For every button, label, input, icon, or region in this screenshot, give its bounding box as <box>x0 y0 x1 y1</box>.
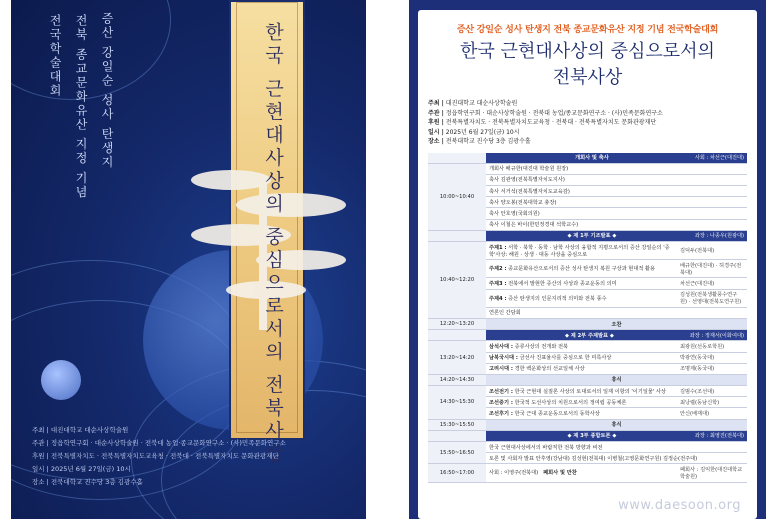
table-row: 주제3 : 전북에서 발현한 증산의 사상과 종교운동의 의미 차선근(대진대) <box>428 278 747 289</box>
table-row: 조선후기 : 한국 근대 종교운동으로서의 동학사상 안신(배재대) <box>428 408 747 419</box>
site-watermark: www.daesoon.org <box>618 498 741 513</box>
table-row: 주제4 : 증산 탄생지의 인문지리적 의미와 전북 풍수 김성원(전북생활풍수연구원) · 선영대(전북도연구원) <box>428 289 747 307</box>
cover-footer-line: 후원 | 전북특별자치도 · 전북특별자치도교육청 · 전북대 · 전북특별자치도 문화관광재단 <box>32 452 279 460</box>
document-title-line-2: 전북사상 <box>552 67 623 88</box>
table-row: 토론 및 사회자 발표 안후영(강남대) 김성현(전북대) 이병철(고영문화연구원) 김정순(전주대) <box>428 453 747 464</box>
table-row: 조선중기 : 한국적 도선사상의 치원으로서의 정여립 공동체론 최낭렬(동남신학) <box>428 397 747 408</box>
program-table <box>428 153 747 483</box>
break-row: 12:20~13:20 오찬 <box>428 318 747 329</box>
closing-row: 16:50~17:00 사회 : 이영주(전북대) 폐회사 및 만찬 폐회사 : 김익한(대진대학교학술원) <box>428 464 747 482</box>
table-row: 10:40~12:20 주제1 : 서학 · 북학 · 동학 · 남학 사상의 융합적 지평으로서의 증산 강일순의 '증학'사상: 해원 · 상생 · 대동 사상을 중심으로 김덕두(전북대) <box>428 242 747 260</box>
table-row: 10:00~10:40 개회사 배규한(대진대 학술원 원장) <box>428 163 747 174</box>
section-header: ◆ 제 1부 기조발표 ◆ 좌장 : 나종우(원광대) <box>428 230 747 241</box>
cover-subtitle-1: 증산 강일순 성사 탄생지 <box>100 12 114 170</box>
cover-subtitle-2: 전북 종교문화유산 지정 기념 <box>74 14 88 200</box>
table-row: 14:30~15:30 조선전기 : 한국 근현대 실질론 사상의 토대로서의 일재 이항의 '이기일물' 사상 김범수(조선대) <box>428 386 747 397</box>
cover-footer-line: 주관 | 정읍학연구회 · 대순사상학술원 · 전북대 농업·종교문화연구소 · (사)민족문화연구소 <box>32 439 286 447</box>
program-sheet <box>418 10 757 519</box>
break-row: 15:30~15:50 휴식 <box>428 419 747 430</box>
table-row: 15:50~16:50 한국 근현대사상에서의 바람직한 전북 방향과 비전 <box>428 442 747 453</box>
cover-footer-line: 장소 | 전북대학교 진수당 3층 김광수홀 <box>32 478 143 486</box>
small-moon-icon <box>41 360 81 400</box>
section-header: ◆ 제 2부 주제발표 ◆ 좌장 : 정재서(이화여대) <box>428 330 747 341</box>
cover-title: 한국 근현대사상의 중심으로서의 전북사상 <box>262 22 284 467</box>
cover-footer-line: 주최 | 대진대학교 대순사상학술원 <box>32 426 129 434</box>
table-row: 축사 서거석(전북특별자치도교육감) <box>428 186 747 197</box>
table-row: 주제2 : 종교문화유산으로서의 증산 성사 탄생지 복원 구상과 현대적 활용 배규한(대진대) · 허경주(전북대) <box>428 260 747 278</box>
info-row: 후원 | 전북특별자치도 · 전북특별자치도교육청 · 전북대 · 전북특별자치도 문화관광재단 <box>428 119 657 126</box>
cover-footer-line: 일시 | 2025년 6월 27일(금) 10시 <box>32 465 131 473</box>
section-header: 개회사 및 축사 사회 : 차선근(대진대) <box>428 153 747 164</box>
info-row: 장소 | 전북대학교 진수당 3층 김광수홀 <box>428 138 531 145</box>
poster-cover <box>11 0 366 519</box>
table-row: 연론인 간담회 <box>428 307 747 318</box>
section-header: ◆ 제 3부 종합토론 ◆ 좌장 : 최영진(전북대) <box>428 430 747 441</box>
info-row: 주최 | 대진대학교 대순사상학술원 <box>428 100 518 107</box>
cover-footer <box>32 424 332 489</box>
table-row: 13:20~14:20 삼석사대 : 증류사상의 전개와 전북 최광원(선동로학원) <box>428 341 747 352</box>
document-title-line-1: 한국 근현대사상의 중심으로서의 <box>460 41 715 62</box>
info-row: 일시 | 2025년 6월 27일(금) 10시 <box>428 128 520 136</box>
event-info <box>428 99 747 147</box>
table-row: 축사 김관영(전북특별자치도지사) <box>428 174 747 185</box>
program-document <box>409 0 766 519</box>
table-row: 고려시대 : 경한 백운화상의 선교일체 사상 조명제(동국대) <box>428 363 747 374</box>
table-row: 축사 안호영(국회의원) <box>428 208 747 219</box>
event-header: 증산 강일순 성사 탄생지 전북 종교문화유산 지정 기념 전국학술대회 <box>456 25 719 35</box>
cover-subtitle-3: 전국학술대회 <box>48 14 62 98</box>
table-row: 축사 이철은 바이(한민정경대 석학교수) <box>428 219 747 230</box>
info-row: 주관 | 정읍학연구회 · 대순사상학술원 · 전북대 농업/종교문화연구소 · (사)민족문화연구소 <box>428 109 663 117</box>
table-row: 남북국시대 : 금선사 진표율사를 중심으로 한 미륵사상 박광연(동국대) <box>428 352 747 363</box>
break-row: 14:20~14:30 휴식 <box>428 374 747 385</box>
wave-line <box>11 0 171 100</box>
table-row: 축사 양오봉(전북대학교 총장) <box>428 197 747 208</box>
